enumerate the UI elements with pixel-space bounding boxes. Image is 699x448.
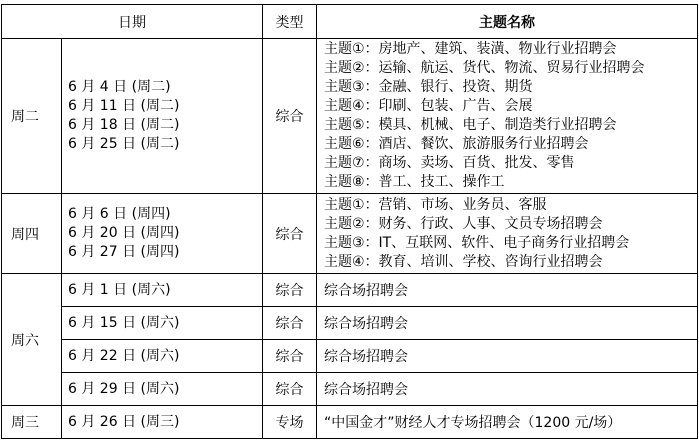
type-tuesday: 综合 [263, 39, 317, 194]
topics-tuesday [317, 39, 698, 194]
type-wednesday: 专场 [263, 406, 317, 439]
date-saturday: 6 月 29 日 (周六) [62, 373, 263, 406]
topics-thursday [317, 194, 698, 274]
topic-line: 主题①：房地产、建筑、装潢、物业行业招聘会 [324, 41, 617, 57]
date-line: 6 月 4 日 (周二) [68, 79, 171, 95]
group-saturday-row [2, 340, 698, 373]
topic-line: 主题③：IT、互联网、软件、电子商务行业招聘会 [324, 234, 630, 251]
type-saturday: 综合 [263, 307, 317, 340]
topic-line: 主题⑦：商场、卖场、百货、批发、零售 [324, 155, 575, 171]
name-saturday: 综合场招聘会 [317, 307, 698, 340]
name-saturday: 综合场招聘会 [317, 340, 698, 373]
date-saturday: 6 月 15 日 (周六) [62, 307, 263, 340]
topic-line: 主题⑧：普工、技工、操作工 [324, 174, 505, 190]
group-saturday-row [2, 274, 698, 307]
topic-line: 主题⑥：酒店、餐饮、旅游服务行业招聘会 [324, 136, 589, 152]
name-wednesday: “中国金才”财经人才专场招聘会（1200 元/场） [317, 406, 698, 439]
group-saturday-row [2, 307, 698, 340]
dates-tuesday [62, 39, 263, 194]
dates-thursday [62, 194, 263, 274]
name-saturday: 综合场招聘会 [317, 373, 698, 406]
date-line: 6 月 25 日 (周二) [68, 136, 180, 152]
weekday-wednesday: 周三 [2, 406, 62, 439]
header-type: 类型 [263, 5, 317, 39]
type-saturday: 综合 [263, 340, 317, 373]
header-row [2, 5, 698, 39]
group-thursday-row [2, 194, 698, 274]
schedule-table [1, 4, 698, 439]
group-saturday-row [2, 373, 698, 406]
date-line: 6 月 18 日 (周二) [68, 117, 180, 133]
topic-line: 主题③：金融、银行、投资、期货 [324, 79, 533, 95]
topic-line: 主题⑤：模具、机械、电子、制造类行业招聘会 [324, 117, 617, 133]
topic-line: 主题②：运输、航运、货代、物流、贸易行业招聘会 [324, 60, 645, 76]
type-saturday: 综合 [263, 373, 317, 406]
topic-line: 主题④：印刷、包装、广告、会展 [324, 98, 533, 114]
header-date: 日期 [2, 5, 263, 39]
weekday-tuesday: 周二 [2, 39, 62, 194]
date-saturday: 6 月 1 日 (周六) [62, 274, 263, 307]
group-wednesday-row [2, 406, 698, 439]
type-saturday: 综合 [263, 274, 317, 307]
group-tuesday-row [2, 39, 698, 194]
date-line: 6 月 27 日 (周四) [68, 244, 180, 260]
header-name: 主题名称 [317, 5, 698, 39]
topic-line: 主题②：财务、行政、人事、文员专场招聘会 [324, 215, 603, 232]
topic-line: 主题④：教育、培训、学校、咨询行业招聘会 [324, 253, 603, 270]
date-wednesday: 6 月 26 日 (周三) [62, 406, 263, 439]
weekday-saturday: 周六 [2, 274, 62, 406]
date-line: 6 月 20 日 (周四) [68, 225, 180, 241]
date-saturday: 6 月 22 日 (周六) [62, 340, 263, 373]
name-saturday: 综合场招聘会 [317, 274, 698, 307]
topic-line: 主题①：营销、市场、业务员、客服 [324, 196, 547, 213]
weekday-thursday: 周四 [2, 194, 62, 274]
date-line: 6 月 6 日 (周四) [68, 206, 171, 222]
date-line: 6 月 11 日 (周二) [68, 98, 180, 114]
type-thursday: 综合 [263, 194, 317, 274]
